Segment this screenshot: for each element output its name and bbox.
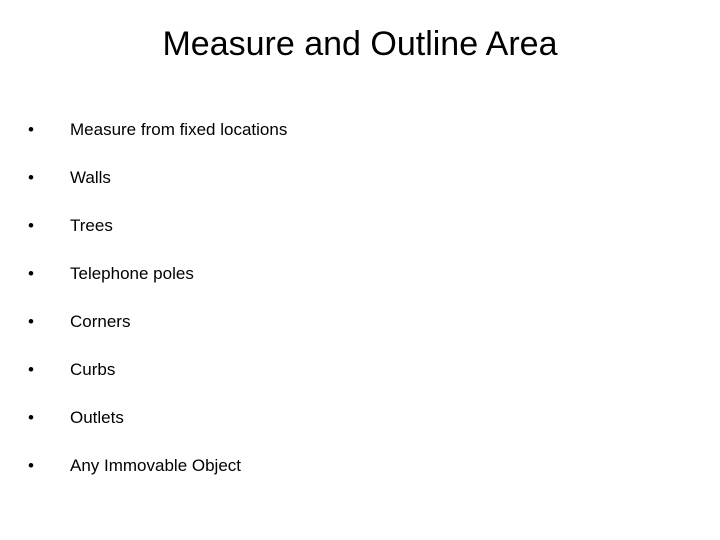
bullet-text: Telephone poles (70, 264, 194, 283)
bullet-text: Measure from fixed locations (70, 120, 288, 139)
bullet-item (28, 442, 287, 490)
bullet-list (28, 106, 287, 490)
bullet-marker-icon: • (28, 312, 34, 331)
bullet-text: Corners (70, 312, 131, 331)
bullet-marker-icon: • (28, 216, 34, 235)
bullet-text: Outlets (70, 408, 124, 427)
bullet-marker-icon: • (28, 408, 34, 427)
bullet-marker-icon: • (28, 360, 34, 379)
bullet-text: Curbs (70, 360, 116, 379)
bullet-item (28, 394, 287, 442)
bullet-item (28, 250, 287, 298)
bullet-item (28, 298, 287, 346)
bullet-marker-icon: • (28, 456, 34, 475)
bullet-marker-icon: • (28, 120, 34, 139)
bullet-text: Walls (70, 168, 111, 187)
bullet-item (28, 106, 287, 154)
bullet-item (28, 154, 287, 202)
bullet-text: Trees (70, 216, 113, 235)
slide-title: Measure and Outline Area (162, 25, 558, 63)
bullet-text: Any Immovable Object (70, 456, 242, 475)
bullet-item (28, 202, 287, 250)
bullet-marker-icon: • (28, 168, 34, 187)
bullet-marker-icon: • (28, 264, 34, 283)
bullet-item (28, 346, 287, 394)
